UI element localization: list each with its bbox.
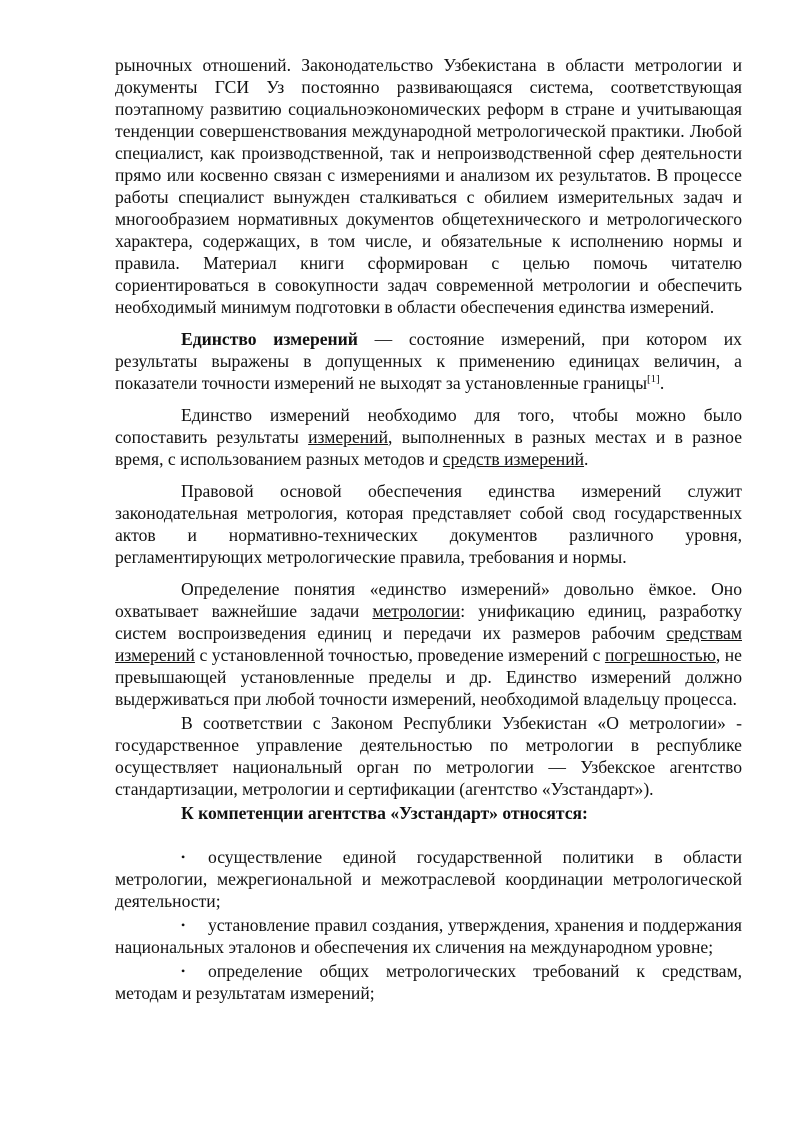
purpose-text-1: Единство измерений необходимо для того, чтобы можно было сопоставить результаты [115,405,742,447]
paragraph-legal-basis: Правовой основой обеспечения единства измерений служит законодательная метрология, которая представляет собой свод государственных актов и нормативно-технических документов различного уровня, регламентирующих метрологические правила, требования и нормы. [115,481,742,567]
scope-text-2: : унификацию единиц, разработку систем воспроизведения единиц и передачи их размеров рабочим [115,601,742,643]
bullet-icon: • [181,964,186,978]
paragraph-definition-scope [115,578,742,710]
list-item [115,960,742,1004]
paragraph-intro: рыночных отношений. Законодательство Узбекистана в области метрологии и документы ГСИ Уз постоянно развивающаяся система, соответствующая поэтапному развитию социальноэкономических реформ в стране и учитывающая тенденции совершенствования международной метрологической практики. Любой специалист, как производственной, так и непроизводственной сфер деятельности прямо или косвенно связан с измерениями и анализом их результатов. В процессе работы специалист вынужден сталкиваться с обилием измерительных задач и многообразием нормативных документов общетехнического и метрологического характера, содержащих, в том числе, и обязательные к исполнению нормы и правила. Материал книги сформирован с целью помочь читателю сориентироваться в совокупности задач современной метрологии и обеспечить необходимый минимум подготовки в области обеспечения единства измерений. [115,55,742,317]
link-measuring-instruments[interactable]: средств измерений [442,449,585,469]
paragraph-law: В соответствии с Законом Республики Узбекистан «О метрологии» - государственное управление деятельностью по метрологии в республике осуществляет национальный орган по метрологии — Узбекское агентство стандартизации, метрологии и сертификации (агентство «Узстандарт»). [115,713,742,799]
list-item-text: осуществление единой государственной политики в области метрологии, межрегиональной и межотраслевой координации метрологической деятельности; [115,847,742,911]
link-error[interactable]: погрешностью [604,645,716,665]
purpose-text-2: , выполненных в разных местах и в разное время, с использованием разных методов и [115,427,742,469]
bullet-icon: • [181,850,186,864]
scope-text-1: Определение понятия «единство измерений» довольно ёмкое. Оно охватывает важнейшие задачи [115,579,742,621]
link-metrology[interactable]: метрологии [372,601,461,621]
list-item-text: установление правил создания, утверждения, хранения и поддержания национальных эталонов и обеспечения их сличения на международном уровне; [115,915,742,957]
definition-end: . [659,373,665,393]
link-measurements[interactable]: измерений [308,427,389,447]
scope-text-4: , не превышающей установленные пределы и др. Единство измерений должно выдерживаться при любой точности измерений, необходимой владельцу процесса. [115,645,742,709]
competence-list [115,846,742,1004]
competence-heading: К компетенции агентства «Узстандарт» относятся: [181,803,588,823]
document-page [115,54,742,1006]
list-item [115,914,742,958]
bullet-icon: • [181,918,186,932]
list-item [115,846,742,912]
link-measuring-means[interactable]: средствам измерений [115,623,742,665]
scope-text-3: с установленной точностью, проведение измерений с [194,645,605,665]
definition-text: — состояние измерений, при котором их результаты выражены в допущенных к применению единицах величин, а показатели точности измерений не выходят за установленные границы [115,329,742,393]
paragraph-purpose [115,404,742,470]
paragraph-definition [115,328,742,394]
list-item-text: определение общих метрологических требований к средствам, методам и результатам измерений; [115,961,742,1003]
purpose-text-3: . [584,449,589,469]
defined-term: Единство измерений [181,329,358,349]
footnote-reference[interactable]: [1] [647,373,660,386]
